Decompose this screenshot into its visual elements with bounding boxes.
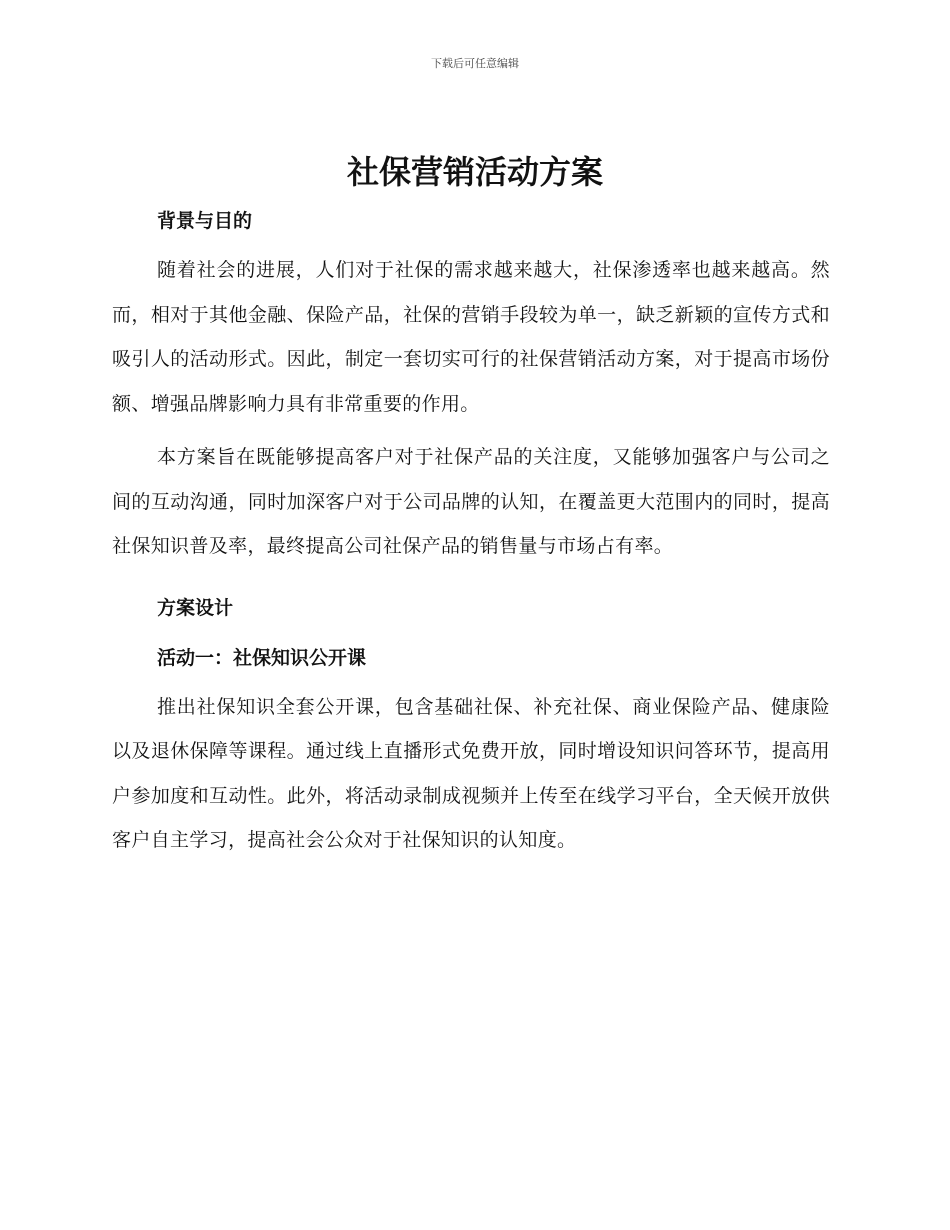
- section-heading-background: 背景与目的: [157, 210, 253, 232]
- subheading-activity-one: 活动一：社保知识公开课: [157, 646, 367, 669]
- paragraph-background-2: 本方案旨在既能够提高客户对于社保产品的关注度，又能够加强客户与公司之间的互动沟通，同时加深客户对于公司品牌的认知，在覆盖更大范围内的同时，提高社保知识普及率，最终提高公司社保产品的销售量与市场占有率。: [112, 446, 830, 557]
- document-body: [112, 203, 830, 863]
- header-note: 下载后可任意编辑: [431, 57, 519, 70]
- section-heading-design: 方案设计: [157, 596, 234, 619]
- page-title: 社保营销活动方案: [346, 153, 603, 191]
- paragraph-activity-one: 推出社保知识全套公开课，包含基础社保、补充社保、商业保险产品、健康险以及退休保障等课程。通过线上直播形式免费开放，同时增设知识问答环节，提高用户参加度和互动性。此外，将活动录制成视频并上传至在线学习平台，全天候开放供客户自主学习，提高社会公众对于社保知识的认知度。: [112, 695, 830, 851]
- paragraph-background-1: 随着社会的进展，人们对于社保的需求越来越大，社保渗透率也越来越高。然而，相对于其他金融、保险产品，社保的营销手段较为单一，缺乏新颖的宣传方式和吸引人的活动形式。因此，制定一套切实可行的社保营销活动方案，对于提高市场份额、增强品牌影响力具有非常重要的作用。: [112, 259, 830, 415]
